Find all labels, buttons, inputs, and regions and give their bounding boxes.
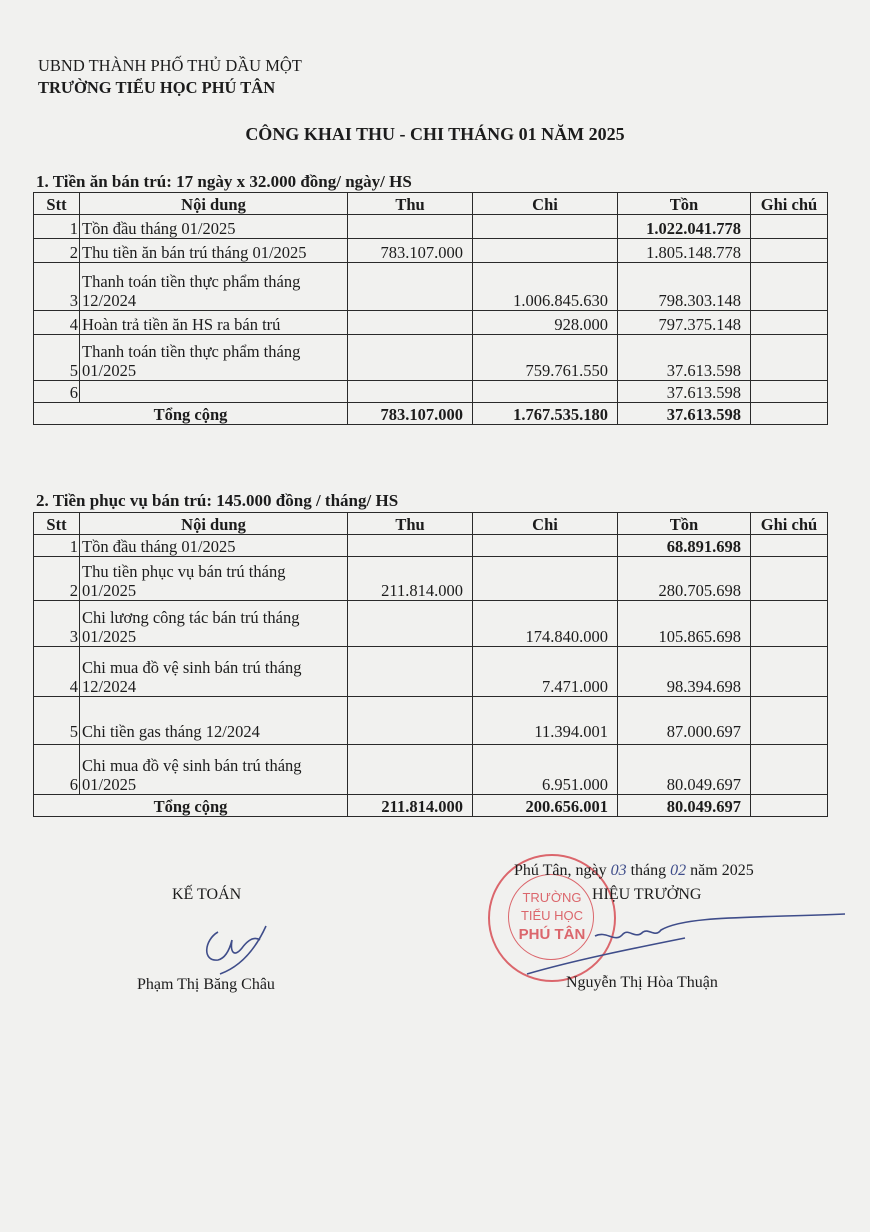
col-chi: Chi [473, 193, 618, 215]
col-ton: Tồn [618, 193, 751, 215]
section1-heading: 1. Tiền ăn bán trú: 17 ngày x 32.000 đồng/ ngày/ HS [36, 172, 412, 191]
table-row: 1 Tồn đầu tháng 01/2025 68.891.698 [34, 535, 828, 557]
table-row: 6 Chi mua đồ vệ sinh bán trú tháng 01/2025 6.951.000 80.049.697 [34, 745, 828, 795]
col-note: Ghi chú [751, 193, 828, 215]
principal-signature [515, 900, 855, 980]
table-row: 4 Hoàn trả tiền ăn HS ra bán trú 928.000 797.375.148 [34, 311, 828, 335]
table-header-row [34, 193, 828, 215]
table-header-row [34, 513, 828, 535]
col-chi: Chi [473, 513, 618, 535]
table-row: 3 Chi lương công tác bán trú tháng 01/2025 174.840.000 105.865.698 [34, 601, 828, 647]
section2-table [33, 512, 828, 817]
col-stt: Stt [34, 513, 80, 535]
col-ton: Tồn [618, 513, 751, 535]
accountant-signature [196, 918, 286, 978]
col-content: Nội dung [80, 513, 348, 535]
principal-name: Nguyễn Thị Hòa Thuận [566, 974, 718, 991]
accountant-name: Phạm Thị Băng Châu [137, 976, 275, 993]
table-row: 1 Tồn đầu tháng 01/2025 1.022.041.778 [34, 215, 828, 239]
date-day: 03 [610, 862, 627, 879]
col-thu: Thu [348, 193, 473, 215]
table-row: 2 Thu tiền phục vụ bán trú tháng 01/2025 211.814.000 280.705.698 [34, 557, 828, 601]
col-note: Ghi chú [751, 513, 828, 535]
school-name: TRƯỜNG TIỂU HỌC PHÚ TÂN [38, 78, 276, 97]
section1-table [33, 192, 828, 425]
table-row: 2 Thu tiền ăn bán trú tháng 01/2025 783.107.000 1.805.148.778 [34, 239, 828, 263]
table-row: 4 Chi mua đồ vệ sinh bán trú tháng 12/2024 7.471.000 98.394.698 [34, 647, 828, 697]
school-stamp: TRƯỜNG TIỂU HỌC PHÚ TÂN [488, 854, 616, 982]
table-row: 5 Thanh toán tiền thực phẩm tháng 01/2025 759.761.550 37.613.598 [34, 335, 828, 381]
total-row: Tổng cộng 783.107.000 1.767.535.180 37.613.598 [34, 403, 828, 425]
date-line: Phú Tân, ngày 03 tháng 02 năm 2025 [514, 862, 754, 879]
table-row: 5 Chi tiền gas tháng 12/2024 11.394.001 87.000.697 [34, 697, 828, 745]
date-month: 02 [670, 862, 687, 879]
table-row: 3 Thanh toán tiền thực phẩm tháng 12/2024 1.006.845.630 798.303.148 [34, 263, 828, 311]
total-row: Tổng cộng 211.814.000 200.656.001 80.049.697 [34, 795, 828, 817]
authority-name: UBND THÀNH PHỐ THỦ DẦU MỘT [38, 56, 302, 75]
principal-title: HIỆU TRƯỞNG [592, 886, 702, 903]
col-content: Nội dung [80, 193, 348, 215]
col-stt: Stt [34, 193, 80, 215]
section2-heading: 2. Tiền phục vụ bán trú: 145.000 đồng / tháng/ HS [36, 491, 399, 510]
document-title: CÔNG KHAI THU - CHI THÁNG 01 NĂM 2025 [245, 124, 625, 144]
col-thu: Thu [348, 513, 473, 535]
accountant-title: KẾ TOÁN [172, 886, 242, 903]
table-row: 6 37.613.598 [34, 381, 828, 403]
